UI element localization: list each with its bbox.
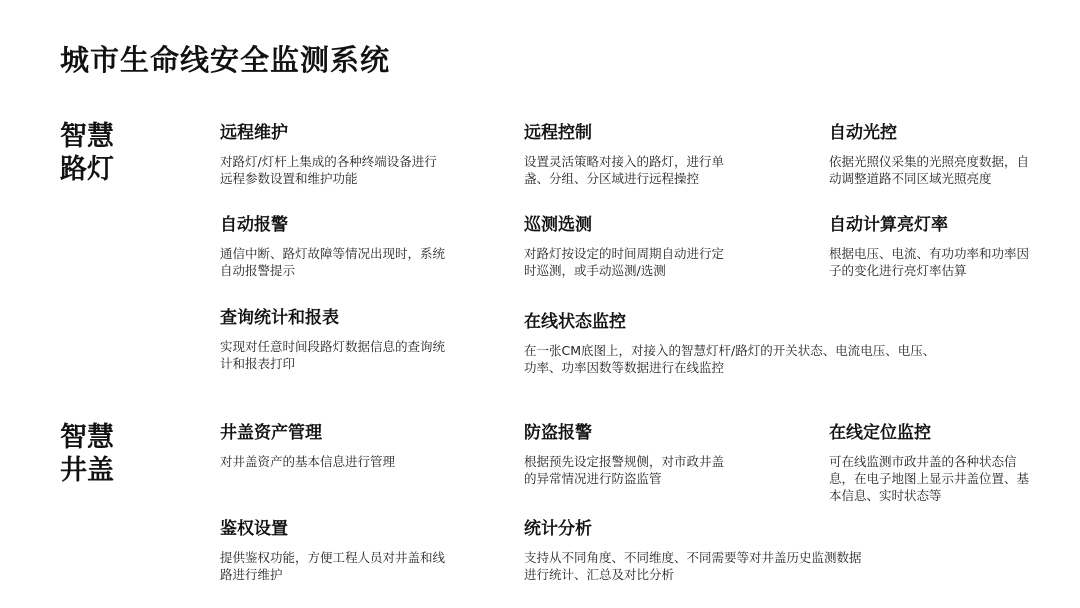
feature-desc: 根据电压、电流、有功功率和功率因子的变化进行亮灯率估算 — [829, 246, 1030, 278]
feature-desc: 实现对任意时间段路灯数据信息的查询统计和报表打印 — [220, 339, 446, 371]
feature-title: 防盗报警 — [524, 423, 592, 443]
feature-title: 统计分析 — [524, 519, 592, 539]
section-title-smart-streetlight — [60, 120, 130, 186]
feature-query-report — [220, 307, 445, 372]
feature-desc: 依据光照仪采集的光照亮度数据，自动调整道路不同区域光照亮度 — [829, 154, 1030, 186]
feature-manhole-asset-management — [220, 422, 445, 470]
feature-title: 自动光控 — [829, 123, 897, 143]
feature-auto-alarm — [220, 214, 445, 279]
feature-title: 鉴权设置 — [220, 519, 288, 539]
feature-title: 在线定位监控 — [829, 423, 931, 443]
page-title: 城市生命线安全监测系统 — [60, 43, 391, 77]
feature-remote-maintenance — [220, 122, 445, 187]
feature-patrol-measure — [524, 214, 736, 279]
feature-desc: 设置灵活策略对接入的路灯，进行单盏、分组、分区域进行远程操控 — [524, 154, 725, 186]
feature-desc: 对井盖资产的基本信息进行管理 — [220, 454, 396, 469]
feature-desc: 可在线监测市政井盖的各种状态信息，在电子地图上显示井盖位置、基本信息、实时状态等 — [829, 454, 1030, 503]
feature-title: 在线状态监控 — [524, 312, 626, 332]
feature-anti-theft-alarm — [524, 422, 736, 487]
feature-desc: 支持从不同角度、不同维度、不同需要等对井盖历史监测数据进行统计、汇总及对比分析 — [524, 550, 862, 582]
feature-title: 巡测选测 — [524, 215, 592, 235]
section-title-line: 智慧 — [60, 121, 114, 152]
feature-online-status-monitor — [524, 311, 944, 376]
feature-title: 远程维护 — [220, 123, 288, 143]
section-title-line: 井盖 — [60, 455, 114, 486]
section-title-line: 路灯 — [60, 154, 114, 185]
feature-desc: 在一张CM底图上，对接入的智慧灯杆/路灯的开关状态、电流电压、电压、功率、功率因数等数据进行在线监控 — [524, 343, 936, 375]
feature-desc: 提供鉴权功能，方便工程人员对井盖和线路进行维护 — [220, 550, 446, 582]
feature-statistical-analysis — [524, 518, 869, 583]
feature-online-location-monitor — [829, 422, 1029, 504]
feature-desc: 对路灯按设定的时间周期自动进行定时巡测，或手动巡测/选测 — [524, 246, 725, 278]
feature-auto-lighting-rate — [829, 214, 1034, 279]
section-title-line: 智慧 — [60, 422, 114, 453]
feature-authorization-settings — [220, 518, 445, 583]
feature-title: 自动计算亮灯率 — [829, 215, 948, 235]
feature-title: 查询统计和报表 — [220, 308, 339, 328]
feature-desc: 根据预先设定报警规侧，对市政井盖的异常情况进行防盗监管 — [524, 454, 725, 486]
feature-desc: 通信中断、路灯故障等情况出现时，系统自动报警提示 — [220, 246, 446, 278]
feature-desc: 对路灯/灯杆上集成的各种终端设备进行远程参数设置和维护功能 — [220, 154, 437, 186]
feature-title: 远程控制 — [524, 123, 592, 143]
feature-remote-control — [524, 122, 736, 187]
feature-title: 自动报警 — [220, 215, 288, 235]
feature-title: 井盖资产管理 — [220, 423, 322, 443]
feature-auto-light-control — [829, 122, 1034, 187]
section-title-smart-manhole — [60, 421, 130, 487]
